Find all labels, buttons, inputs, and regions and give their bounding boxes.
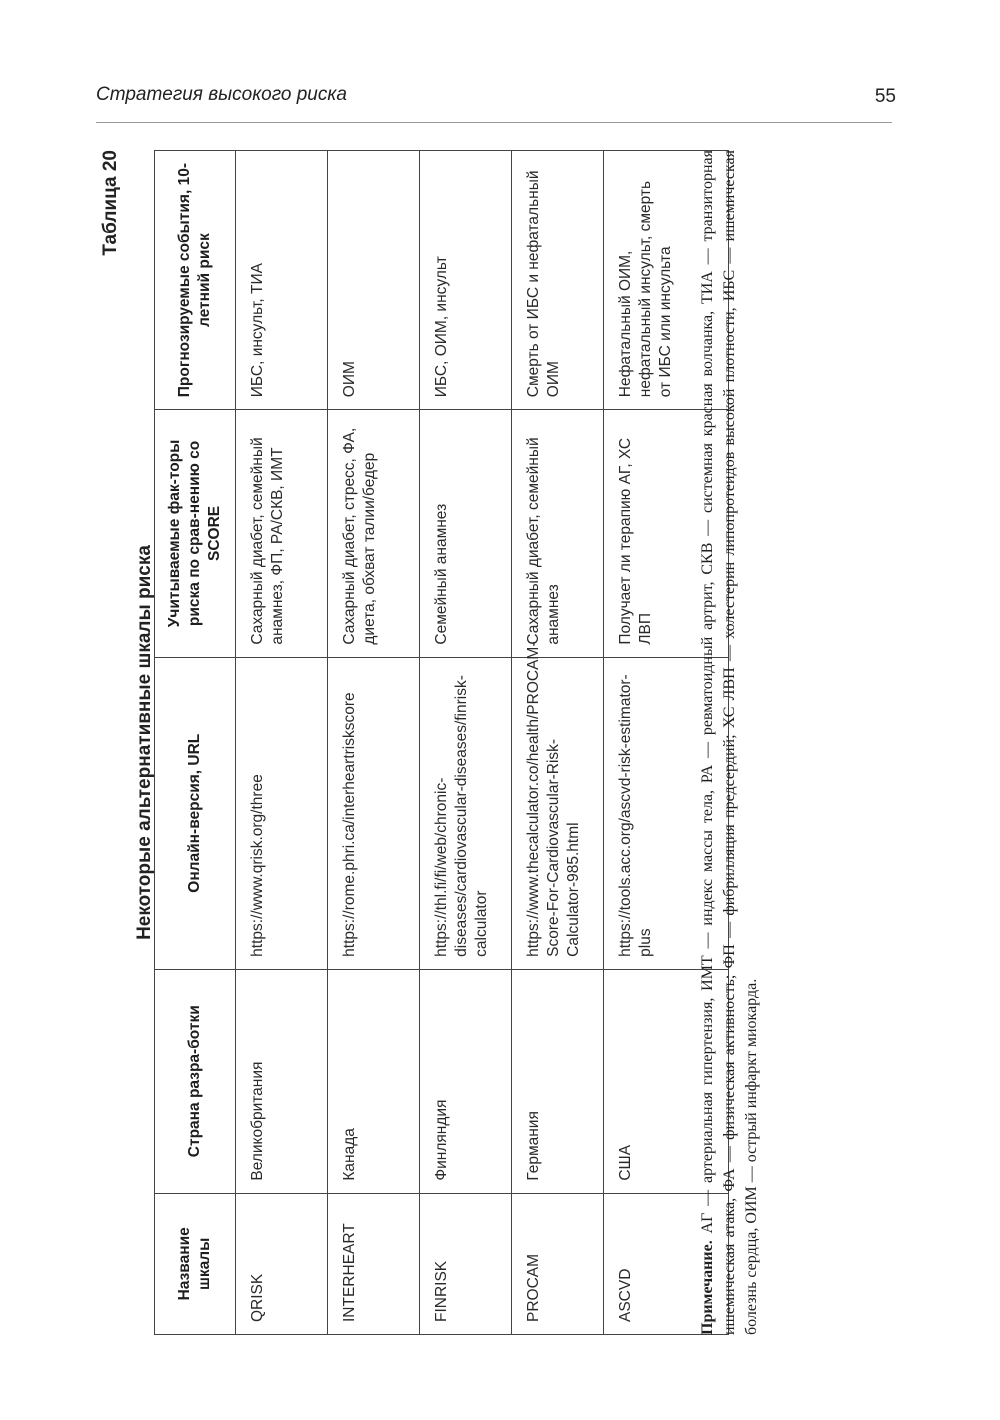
- scale-name-cell: FINRISK: [420, 1193, 512, 1334]
- events-cell: ИБС, инсульт, ТИА: [236, 151, 328, 410]
- table-row: [236, 151, 328, 1335]
- factors-cell: Получает ли терапию АГ, ХС ЛВП: [604, 410, 729, 657]
- factors-cell: Семейный анамнез: [420, 410, 512, 657]
- scale-name-cell: QRISK: [236, 1193, 328, 1334]
- events-cell: Нефатальный ОИМ, нефатальный инсульт, смерть от ИБС или инсульта: [604, 151, 729, 410]
- url-cell: https://www.thecalculator.co/health/PROCAM-Score-For-Cardiovascular-Risk-Calculator-985.html: [512, 657, 604, 969]
- factors-cell: Сахарный диабет, стресс, ФА, диета, обхват талии/бедер: [328, 410, 420, 657]
- country-cell: Германия: [512, 969, 604, 1193]
- url-cell: https://thl.fi/fi/web/chronic-diseases/cardiovascular-diseases/finrisk-calculator: [420, 657, 512, 969]
- column-header: Страна разра-ботки: [155, 969, 236, 1193]
- url-cell: https://www.qrisk.org/three: [236, 657, 328, 969]
- scale-name-cell: ASCVD: [604, 1193, 729, 1334]
- rotated-table-block: [100, 150, 815, 1335]
- column-header: Прогнозируемые события, 10-летний риск: [155, 151, 236, 410]
- country-cell: Финляндия: [420, 969, 512, 1193]
- url-cell: https://rome.phri.ca/interheartriskscore: [328, 657, 420, 969]
- table-row: [512, 151, 604, 1335]
- scale-name-cell: PROCAM: [512, 1193, 604, 1334]
- risk-scales-table: [154, 150, 729, 1335]
- column-header: Учитываемые фак-торы риска по срав-нению со SCORE: [155, 410, 236, 657]
- column-header: Онлайн-версия, URL: [155, 657, 236, 969]
- table-row: [420, 151, 512, 1335]
- column-header: Название шкалы: [155, 1193, 236, 1334]
- page-number: 55: [874, 86, 896, 107]
- country-cell: США: [604, 969, 729, 1193]
- header-rule: [96, 122, 892, 123]
- factors-cell: Сахарный диабет, семейный анамнез: [512, 410, 604, 657]
- country-cell: Великобритания: [236, 969, 328, 1193]
- table-row: [328, 151, 420, 1335]
- note-label: Примечание.: [699, 1240, 716, 1335]
- table-header-row: [155, 151, 236, 1335]
- table-note: [697, 150, 763, 1335]
- events-cell: Смерть от ИБС и нефатальный ОИМ: [512, 151, 604, 410]
- running-title: Стратегия высокого риска: [96, 84, 347, 105]
- country-cell: Канада: [328, 969, 420, 1193]
- note-text: АГ — артериальная гипертензия, ИМТ — индекс массы тела, РА — ревматоидный артрит, СКВ — системная красная волчанка, ТИА — транзиторная ишемическая атака, ФА — физическая активность; ФП — фибрилляция предсердий; ХС ЛВП — холестерин липопротеидов высокой плотности, ИБС — ишемическая болезнь сердца, ОИМ — острый инфаркт миокарда.: [699, 149, 760, 1335]
- table-title: Некоторые альтернативные шкалы риска: [134, 545, 155, 940]
- url-cell: https://tools.acc.org/ascvd-risk-estimator-plus: [604, 657, 729, 969]
- table-label: Таблица 20: [100, 150, 121, 256]
- events-cell: ИБС, ОИМ, инсульт: [420, 151, 512, 410]
- factors-cell: Сахарный диабет, семейный анамнез, ФП, РА/СКВ, ИМТ: [236, 410, 328, 657]
- events-cell: ОИМ: [328, 151, 420, 410]
- scale-name-cell: INTERHEART: [328, 1193, 420, 1334]
